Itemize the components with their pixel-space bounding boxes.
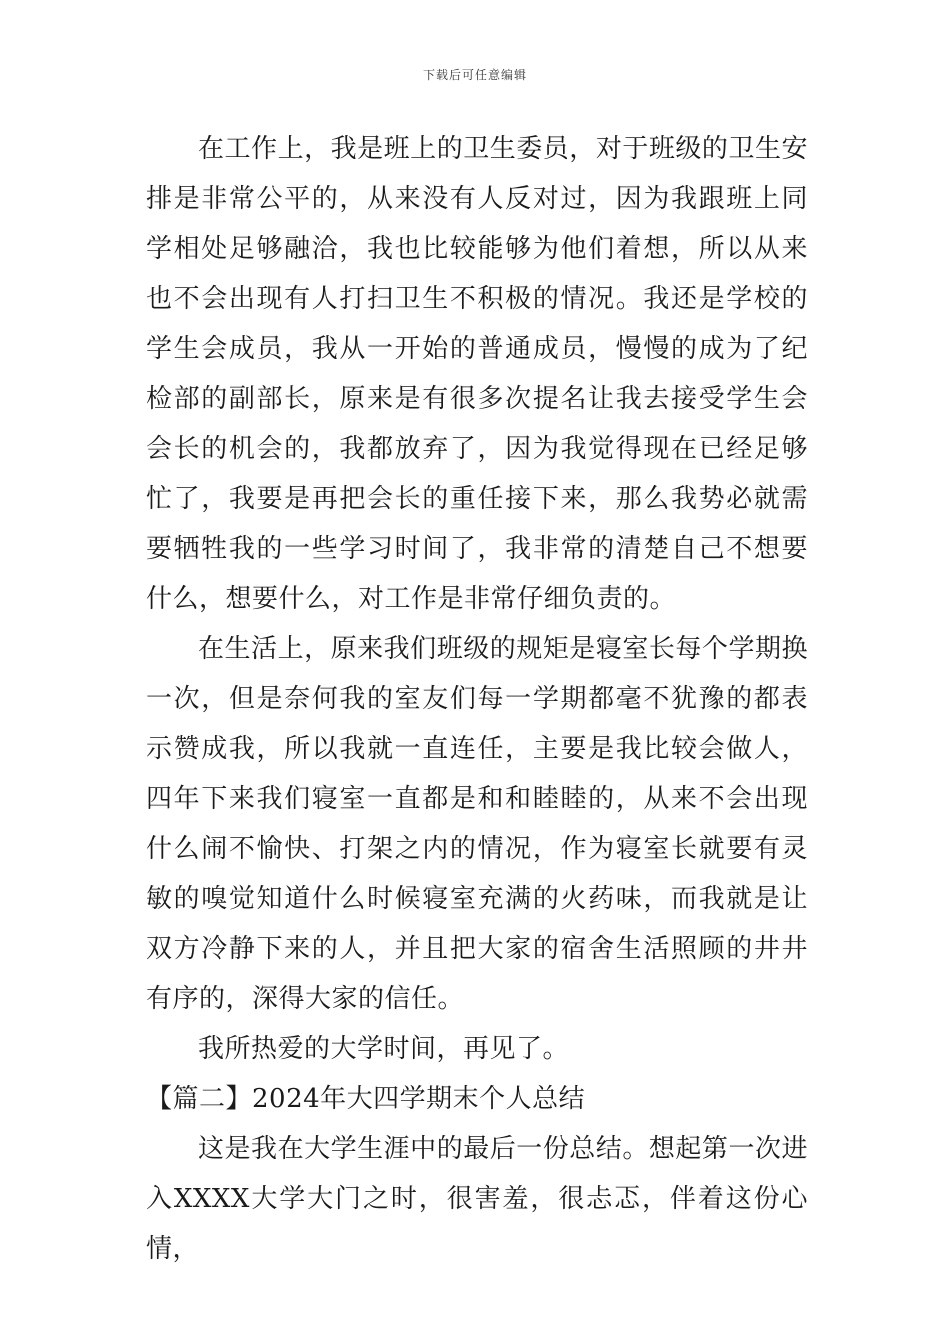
paragraph-work: 在工作上，我是班上的卫生委员，对于班级的卫生安排是非常公平的，从来没有人反对过，因为我跟班上同学相处足够融洽，我也比较能够为他们着想，所以从来也不会出现有人打扫卫生不积极的情况。我还是学校的学生会成员，我从一开始的普通成员，慢慢的成为了纪检部的副部长，原来是有很多次提名让我去接受学生会会长的机会的，我都放弃了，因为我觉得现在已经足够忙了，我要是再把会长的重任接下来，那么我势必就需要牺牲我的一些学习时间了，我非常的清楚自己不想要什么，想要什么，对工作是非常仔细负责的。 (146, 134, 808, 614)
document-body (146, 124, 808, 1274)
paragraph-farewell: 我所热爱的大学时间，再见了。 (198, 1034, 570, 1064)
section-heading: 【篇二】2024年大四学期末个人总结 (146, 1084, 586, 1114)
header-note: 下载后可任意编辑 (422, 68, 527, 82)
paragraph-life: 在生活上，原来我们班级的规矩是寝室长每个学期换一次，但是奈何我的室友们每一学期都毫不犹豫的都表示赞成我，所以我就一直连任，主要是我比较会做人，四年下来我们寝室一直都是和和睦睦的，从来不会出现什么闹不愉快、打架之内的情况，作为寝室长就要有灵敏的嗅觉知道什么时候寝室充满的火药味，而我就是让双方冷静下来的人，并且把大家的宿舍生活照顾的井井有序的，深得大家的信任。 (146, 634, 808, 1014)
paragraph-summary-intro: 这是我在大学生涯中的最后一份总结。想起第一次进入XXXX大学大门之时，很害羞，很忐忑，伴着这份心情， (146, 1134, 808, 1264)
